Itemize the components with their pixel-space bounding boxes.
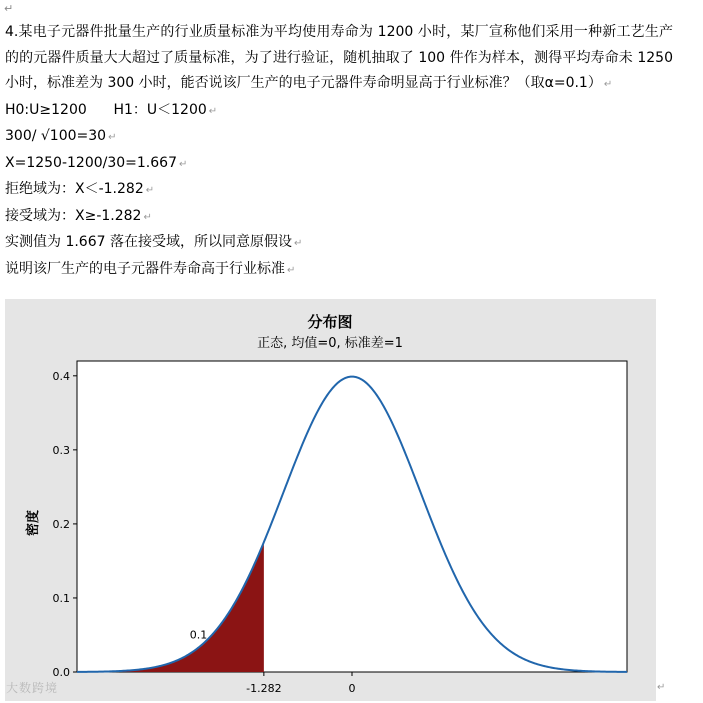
hypotheses-line — [5, 98, 673, 125]
paragraph-mark: ↵ — [603, 79, 613, 90]
plot-area — [77, 361, 627, 672]
acceptance-region-line — [5, 204, 673, 231]
watermark-text: 大数跨境 — [6, 681, 59, 695]
acceptance-region-text: 接受域为：X≥-1.282 — [5, 207, 142, 224]
y-tick-label: 0.2 — [52, 517, 70, 531]
paragraph-mark: ↵ — [4, 2, 14, 15]
hypotheses-text: H0:U≥1200 H1：U＜1200 — [5, 101, 207, 118]
conclusion-line — [5, 257, 673, 284]
y-axis-label: 密度 — [26, 509, 41, 537]
shaded-area-label: 0.1 — [189, 628, 208, 642]
distribution-figure — [5, 299, 656, 701]
decision-text: 实测值为 1.667 落在接受域，所以同意原假设 — [5, 234, 292, 250]
paragraph-mark: ↵ — [293, 238, 303, 249]
y-tick-label: 0.1 — [52, 591, 70, 605]
problem-text-content: 4.某电子元器件批量生产的行业质量标准为平均使用寿命为 1200 小时，某厂宣称他们采用一种新工艺生产的的元器件质量大大超过了质量标准，为了进行验证，随机抽取了 100 件作为样本，测得平均寿命未 1250 小时，标准差为 300 小时，能否说该厂生产的电子元器件寿命明显高于行业标准？（取α=0.1） — [5, 24, 673, 91]
paragraph-mark: ↵ — [287, 264, 296, 276]
problem-text — [5, 20, 673, 98]
paragraph-mark: ↵ — [657, 682, 666, 693]
test-statistic-line — [5, 151, 673, 178]
paragraph-mark: ↵ — [208, 105, 218, 117]
conclusion-text: 说明该厂生产的电子元器件寿命高于行业标准 — [5, 260, 285, 277]
chart-subtitle: 正态, 均值=0, 标准差=1 — [257, 336, 403, 351]
document-body — [5, 20, 673, 283]
x-tick-label: 0 — [348, 682, 356, 695]
paragraph-mark: ↵ — [143, 211, 152, 223]
y-tick-label: 0.4 — [52, 369, 70, 383]
chart-title: 分布图 — [307, 313, 353, 331]
y-tick-label: 0.3 — [52, 443, 70, 457]
rejection-region-text: 拒绝域为：X＜-1.282 — [5, 181, 144, 197]
x-tick-label: -1.282 — [246, 682, 282, 695]
paragraph-mark: ↵ — [108, 132, 117, 143]
distribution-chart — [5, 299, 656, 701]
standard-error-text: 300/ √100=30 — [5, 128, 107, 144]
y-tick-label: 0.0 — [52, 666, 70, 679]
decision-line — [5, 230, 673, 257]
rejection-region-line — [5, 177, 673, 204]
paragraph-mark: ↵ — [145, 185, 155, 196]
standard-error-line — [5, 124, 673, 151]
paragraph-mark: ↵ — [178, 158, 188, 170]
test-statistic-text: X=1250-1200/30=1.667 — [5, 154, 177, 171]
